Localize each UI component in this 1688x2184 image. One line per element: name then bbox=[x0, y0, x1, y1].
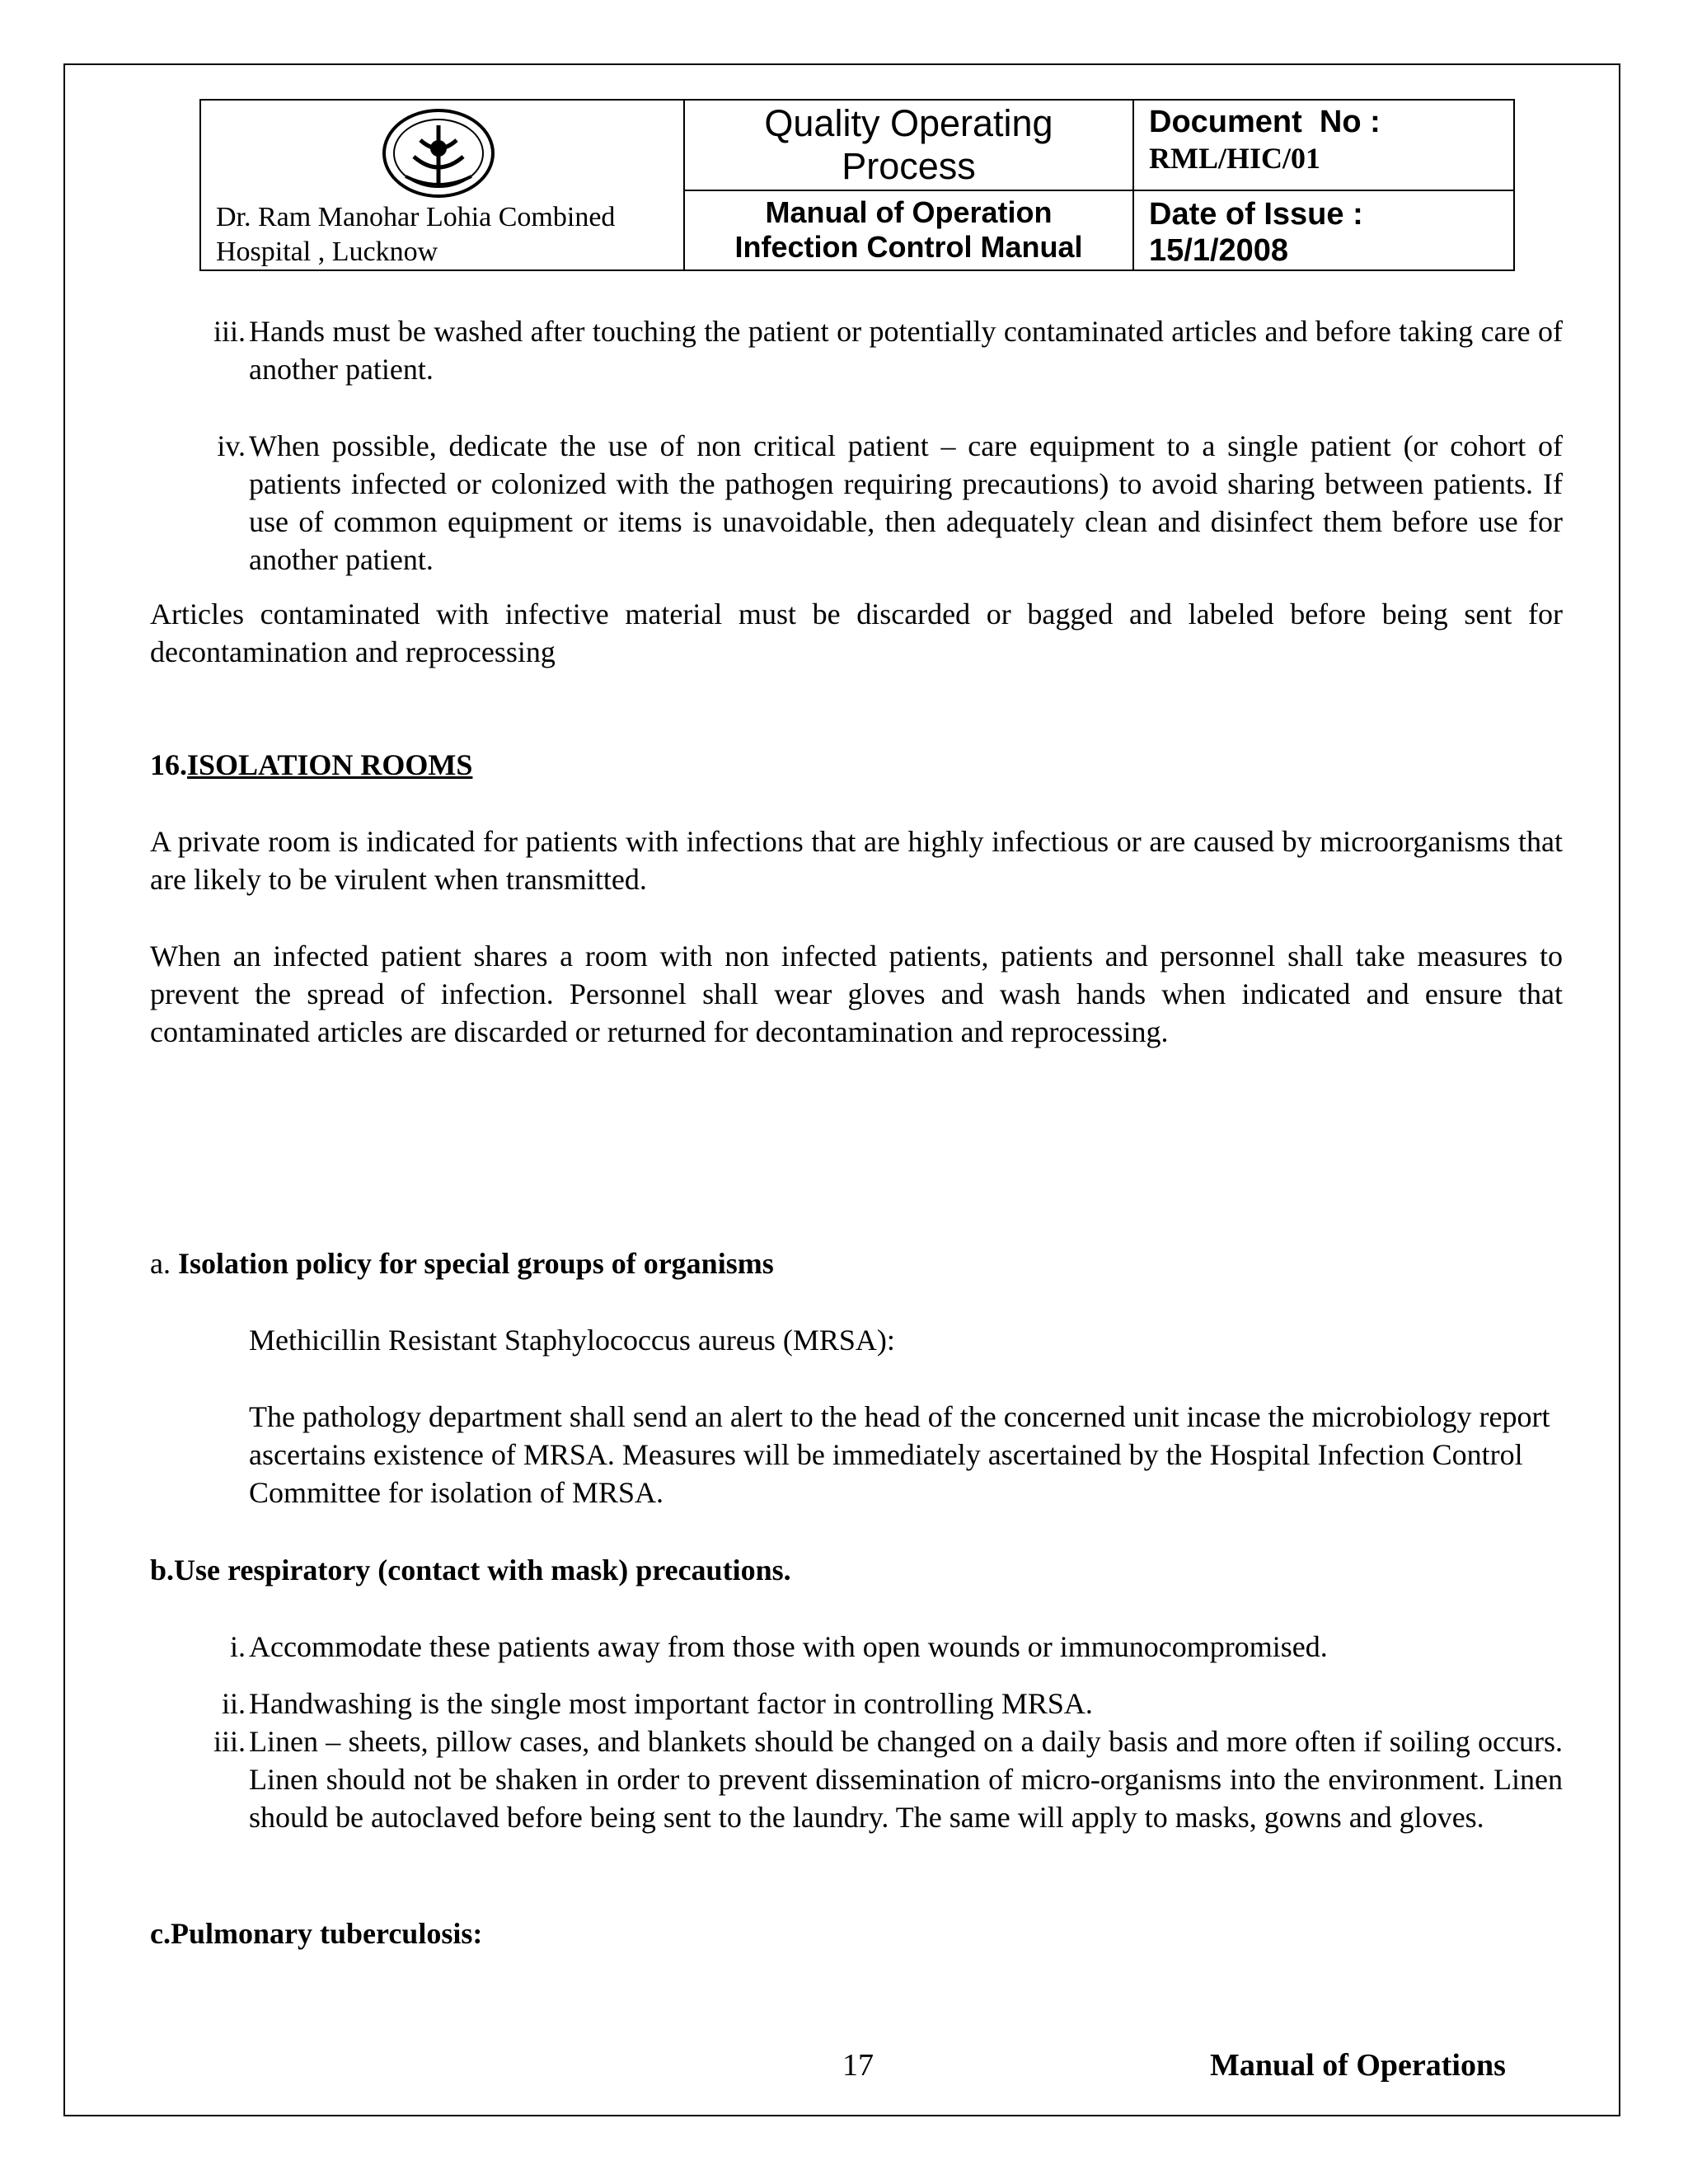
subsection-a-heading bbox=[150, 1244, 774, 1282]
document-header-table bbox=[199, 99, 1515, 271]
mrsa-heading: Methicillin Resistant Staphylococcus aureus (MRSA): bbox=[249, 1324, 895, 1357]
page-number: 17 bbox=[842, 2048, 874, 2083]
section-number: 16. bbox=[150, 748, 187, 781]
footer-title: Manual of Operations bbox=[1210, 2048, 1506, 2083]
manual-title: Manual of Operation Infection Control Manual bbox=[685, 191, 1134, 269]
subsection-c-heading: c.Pulmonary tuberculosis: bbox=[150, 1917, 483, 1950]
subsection-a-label: a. bbox=[150, 1247, 171, 1280]
mrsa-paragraph: The pathology department shall send an alert to the head of the concerned unit incase the microbiology report ascertains existence of MRSA. Measures will be immediately ascertained by the Hospital Infection Control Committee for isolation of MRSA. bbox=[249, 1400, 1550, 1509]
list-item-text: When possible, dedicate the use of non critical patient – care equipment to a single patient (or cohort of patients infected or colonized with the pathogen requiring precautions) to avoid sharing between patients. If use of common equipment or items is unavoidable, then adequately clean and disinfect them before use for another patient. bbox=[249, 429, 1563, 576]
subsection-a-title: Isolation policy for special groups of organisms bbox=[177, 1247, 774, 1280]
document-no-label: Document No : bbox=[1149, 105, 1381, 139]
list-number: iv. bbox=[217, 429, 246, 462]
list-number: iii. bbox=[213, 1725, 246, 1758]
state-emblem-icon bbox=[381, 107, 496, 199]
list-item-text: Accommodate these patients away from those with open wounds or immunocompromised. bbox=[249, 1630, 1328, 1663]
shared-room-paragraph: When an infected patient shares a room with non infected patients, patients and personnel shall take measures to prevent the spread of infection. Personnel shall wear gloves and wash hands when indicated and ensure that contaminated articles are discarded or returned for decontamination and reprocessing. bbox=[150, 940, 1563, 1048]
articles-paragraph: Articles contaminated with infective material must be discarded or bagged and labeled before being sent for decontamination and reprocessing bbox=[150, 598, 1563, 668]
list-item-text: Handwashing is the single most important factor in controlling MRSA. bbox=[249, 1687, 1093, 1720]
date-value: 15/1/2008 bbox=[1149, 233, 1289, 268]
private-room-paragraph: A private room is indicated for patients with infections that are highly infectious or are caused by microorganisms that are likely to be virulent when transmitted. bbox=[150, 825, 1563, 896]
document-no-cell bbox=[1134, 101, 1513, 191]
date-of-issue-cell bbox=[1134, 191, 1513, 269]
document-no-value: RML/HIC/01 bbox=[1149, 142, 1321, 175]
list-number: iii. bbox=[213, 315, 246, 348]
process-title: Quality Operating Process bbox=[685, 101, 1134, 191]
header-hospital-cell bbox=[201, 101, 685, 269]
hospital-name: Dr. Ram Manohar Lohia Combined Hospital , Lucknow bbox=[216, 202, 616, 267]
section-title: ISOLATION ROOMS bbox=[187, 748, 473, 781]
section-heading bbox=[150, 746, 472, 784]
list-number: ii. bbox=[221, 1687, 246, 1720]
list-item-text: Hands must be washed after touching the patient or potentially contaminated articles and before taking care of another patient. bbox=[249, 315, 1563, 386]
list-number: i. bbox=[229, 1630, 246, 1663]
date-label: Date of Issue : bbox=[1149, 197, 1363, 232]
list-item-text: Linen – sheets, pillow cases, and blankets should be changed on a daily basis and more often if soiling occurs. Linen should not be shaken in order to prevent dissemination of micro-organisms into the environment. Linen should be autoclaved before being sent to the laundry. The same will apply to masks, gowns and gloves. bbox=[249, 1725, 1563, 1834]
subsection-b-heading: b.Use respiratory (contact with mask) precautions. bbox=[150, 1554, 791, 1586]
